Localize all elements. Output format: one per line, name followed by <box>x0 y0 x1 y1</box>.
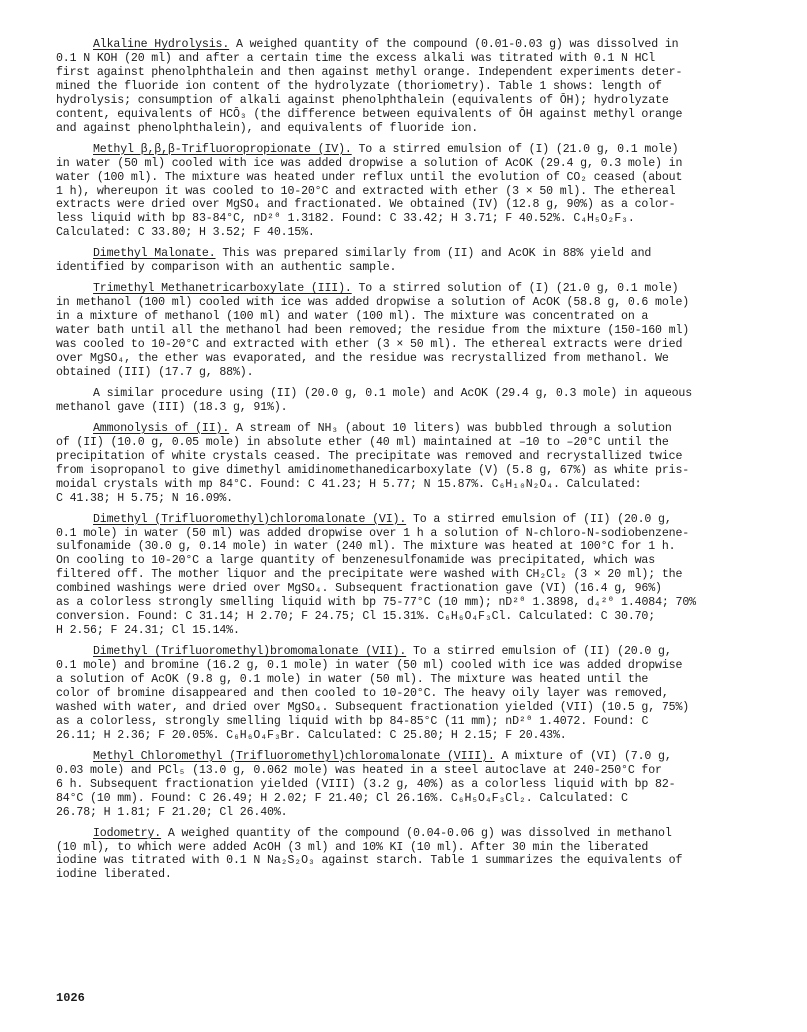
section-heading: Dimethyl (Trifluoromethyl)bromomalonate (VII). <box>93 645 407 659</box>
paragraph-first-line <box>56 247 762 261</box>
text-line: obtained (III) (17.7 g, 88%). <box>56 365 254 379</box>
paragraph-first-line <box>56 143 762 157</box>
paragraph <box>56 247 762 275</box>
page-body <box>56 38 762 889</box>
text-line: from isopropanol to give dimethyl amidinomethanedicarboxylate (V) (5.8 g, 67%) as white pris- <box>56 463 690 477</box>
section-heading: Trimethyl Methanetricarboxylate (III). <box>93 282 352 296</box>
text-line: C 41.38; H 5.75; N 16.09%. <box>56 491 233 505</box>
paragraph-first-line <box>56 827 762 841</box>
text-line: methanol gave (III) (18.3 g, 91%). <box>56 400 288 414</box>
text-line: 0.1 N KOH (20 ml) and after a certain time the excess alkali was titrated with 0.1 N HCl <box>56 51 656 65</box>
paragraph-first-line <box>56 282 762 296</box>
text-line: in a mixture of methanol (100 ml) and water (100 ml). The mixture was concentrated on a <box>56 310 649 324</box>
section-heading: Dimethyl (Trifluoromethyl)chloromalonate (VI). <box>93 512 407 526</box>
section-heading: Methyl Chloromethyl (Trifluoromethyl)chloromalonate (VIII). <box>93 749 495 763</box>
section-heading: Iodometry. <box>93 826 162 840</box>
text-line: and against phenolphthalein), and equivalents of fluoride ion. <box>56 121 479 135</box>
text-line: first against phenolphthalein and then against methyl orange. Independent experiments deter- <box>56 65 683 79</box>
text-line: water (100 ml). The mixture was heated under reflux until the evolution of CO₂ ceased (about <box>56 170 683 184</box>
text-line: 1 h), whereupon it was cooled to 10-20°C and extracted with ether (3 × 50 ml). The ethereal <box>56 184 676 198</box>
text-line: A weighed quantity of the compound (0.04-0.06 g) was dissolved in methanol <box>161 826 672 840</box>
text-line: as a colorless strongly smelling liquid with bp 75-77°C (10 mm); nD²⁰ 1.3898, d₄²⁰ 1.4084; 70% <box>56 596 696 610</box>
paragraph <box>56 282 762 380</box>
text-line: iodine was titrated with 0.1 N Na₂S₂O₃ against starch. Table 1 summarizes the equivalents of <box>56 854 683 868</box>
text-line: sulfonamide (30.0 g, 0.14 mole) in water (240 ml). The mixture was heated at 100°C for 1 h. <box>56 540 676 554</box>
section-heading: Dimethyl Malonate. <box>93 247 216 261</box>
text-line: water bath until all the methanol had been removed; the residue from the mixture (150-160 ml) <box>56 324 690 338</box>
text-line: less liquid with bp 83-84°C, nD²⁰ 1.3182. Found: C 33.42; H 3.71; F 40.52%. C₄H₅O₂F₃. <box>56 212 635 226</box>
text-line: as a colorless, strongly smelling liquid with bp 84-85°C (11 mm); nD²⁰ 1.4072. Found: C <box>56 714 649 728</box>
text-line: a solution of AcOK (9.8 g, 0.1 mole) in water (50 ml). The mixture was heated until the <box>56 673 649 687</box>
text-line: To a stirred emulsion of (II) (20.0 g, <box>406 645 672 659</box>
paragraph <box>56 143 762 241</box>
text-line: 84°C (10 mm). Found: C 26.49; H 2.02; F 21.40; Cl 26.16%. C₆H₅O₄F₃Cl₂. Calculated: C <box>56 791 628 805</box>
text-line: A mixture of (VI) (7.0 g, <box>494 749 672 763</box>
text-line: 26.78; H 1.81; F 21.20; Cl 26.40%. <box>56 805 288 819</box>
text-line: 6 h. Subsequent fractionation yielded (VIII) (3.2 g, 40%) as a colorless liquid with bp 82- <box>56 777 676 791</box>
text-line: 0.1 mole) in water (50 ml) was added dropwise over 1 h a solution of N-chloro-N-sodiobenzene- <box>56 526 690 540</box>
paragraph-first-line <box>56 387 762 401</box>
text-line: content, equivalents of HCŌ₃ (the difference between equivalents of ŌH against methyl orange <box>56 107 683 121</box>
section-heading: Alkaline Hydrolysis. <box>93 38 230 51</box>
paragraph <box>56 422 762 506</box>
text-line: A weighed quantity of the compound (0.01-0.03 g) was dissolved in <box>229 38 679 51</box>
paragraph <box>56 387 762 415</box>
text-line: of (II) (10.0 g, 0.05 mole) in absolute ether (40 ml) maintained at –10 to –20°C until the <box>56 435 669 449</box>
paragraph-first-line <box>56 422 762 436</box>
text-line: To a stirred solution of (I) (21.0 g, 0.1 mole) <box>351 282 679 296</box>
text-line: This was prepared similarly from (II) and AcOK in 88% yield and <box>215 247 652 261</box>
text-line: moidal crystals with mp 84°C. Found: C 41.23; H 5.77; N 15.87%. C₆H₁₀N₂O₄. Calculated: <box>56 477 642 491</box>
text-line: (10 ml), to which were added AcOH (3 ml) and 10% KI (10 ml). After 30 min the liberated <box>56 840 649 854</box>
text-line: hydrolysis; consumption of alkali against phenolphthalein (equivalents of ŌH); hydrolyzate <box>56 93 669 107</box>
text-line: identified by comparison with an authentic sample. <box>56 261 397 275</box>
text-line: To a stirred emulsion of (I) (21.0 g, 0.1 mole) <box>351 142 679 156</box>
text-line: combined washings were dried over MgSO₄. Subsequent fractionation gave (VI) (16.4 g, 96%) <box>56 582 662 596</box>
paragraph-first-line <box>56 645 762 659</box>
text-line: precipitation of white crystals ceased. The precipitate was removed and recrystallized twice <box>56 449 683 463</box>
text-line: A stream of NH₃ (about 10 liters) was bubbled through a solution <box>229 421 672 435</box>
text-line: in water (50 ml) cooled with ice was added dropwise a solution of AcOK (29.4 g, 0.3 mole) in <box>56 156 683 170</box>
paragraph <box>56 750 762 820</box>
text-line: 26.11; H 2.36; F 20.05%. C₆H₆O₄F₃Br. Calculated: C 25.80; H 2.15; F 20.43%. <box>56 728 567 742</box>
text-line: filtered off. The mother liquor and the precipitate were washed with CH₂Cl₂ (3 × 20 ml); the <box>56 568 683 582</box>
text-line: extracts were dried over MgSO₄ and fractionated. We obtained (IV) (12.8 g, 90%) as a color- <box>56 198 676 212</box>
text-line: iodine liberated. <box>56 868 172 882</box>
text-line: in methanol (100 ml) cooled with ice was added dropwise a solution of AcOK (58.8 g, 0.6 mole) <box>56 296 690 310</box>
section-heading: Ammonolysis of (II). <box>93 421 230 435</box>
page-number: 1026 <box>56 991 85 1005</box>
section-heading: Methyl β,β,β-Trifluoropropionate (IV). <box>93 142 352 156</box>
paragraph <box>56 513 762 639</box>
text-line: mined the fluoride ion content of the hydrolyzate (thoriometry). Table 1 shows: length of <box>56 79 662 93</box>
text-line: over MgSO₄, the ether was evaporated, and the residue was recrystallized from methanol. We <box>56 352 669 366</box>
paragraph <box>56 38 762 136</box>
text-line: To a stirred emulsion of (II) (20.0 g, <box>406 512 672 526</box>
text-line: 0.1 mole) and bromine (16.2 g, 0.1 mole) in water (50 ml) cooled with ice was added dropwise <box>56 659 683 673</box>
paragraph-first-line <box>56 38 762 52</box>
paragraph-first-line <box>56 750 762 764</box>
text-line: A similar procedure using (II) (20.0 g, 0.1 mole) and AcOK (29.4 g, 0.3 mole) in aqueous <box>93 386 693 400</box>
text-line: conversion. Found: C 31.14; H 2.70; F 24.75; Cl 15.31%. C₆H₆O₄F₃Cl. Calculated: C 30.70; <box>56 610 656 624</box>
paragraph-first-line <box>56 513 762 527</box>
paragraph <box>56 827 762 883</box>
paragraph <box>56 645 762 743</box>
text-line: was cooled to 10-20°C and extracted with ether (3 × 50 ml). The ethereal extracts were dried <box>56 338 683 352</box>
text-line: Calculated: C 33.80; H 3.52; F 40.15%. <box>56 226 315 240</box>
text-line: On cooling to 10-20°C a large quantity of benzenesulfonamide was precipitated, which was <box>56 554 656 568</box>
text-line: color of bromine disappeared and then cooled to 10-20°C. The heavy oily layer was removed, <box>56 686 669 700</box>
text-line: H 2.56; F 24.31; Cl 15.14%. <box>56 624 240 638</box>
text-line: washed with water, and dried over MgSO₄. Subsequent fractionation yielded (VII) (10.5 g, 75%) <box>56 700 690 714</box>
text-line: 0.03 mole) and PCl₅ (13.0 g, 0.062 mole) was heated in a steel autoclave at 240-250°C for <box>56 763 662 777</box>
